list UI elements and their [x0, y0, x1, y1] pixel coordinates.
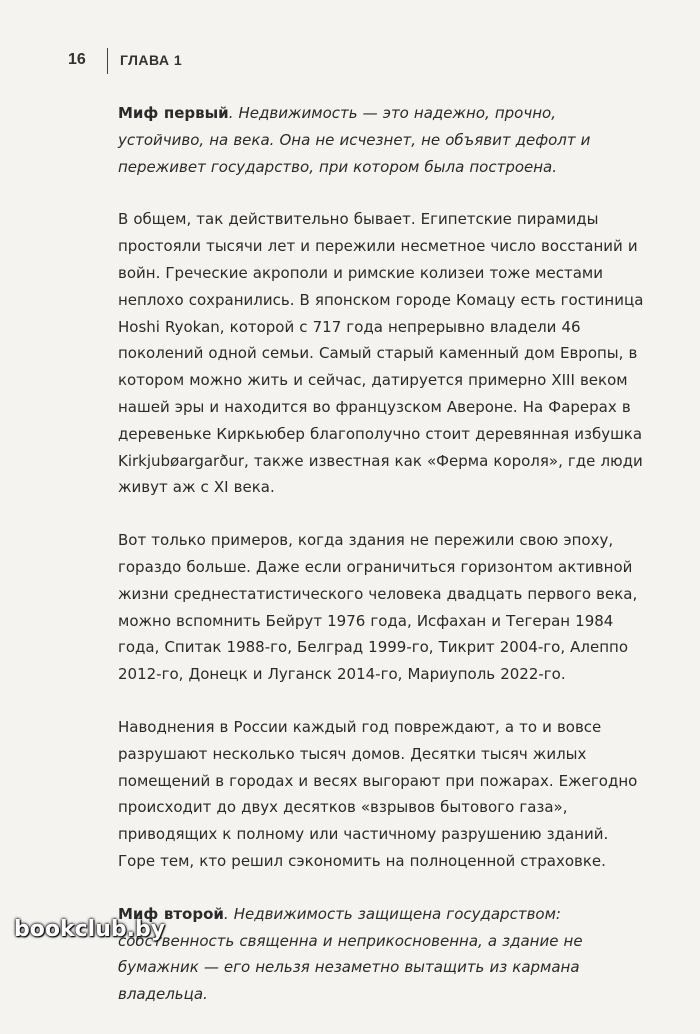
myth-two-paragraph [118, 901, 646, 1008]
running-head [0, 48, 700, 74]
paragraph-examples-destroyed: Вот только примеров, когда здания не пережили свою эпоху, гораздо больше. Даже если ограничиться горизонтом активной жизни среднестатистического человека двадцать первого века, можно вспомнить Бейрут 1976 года, Исфахан и Тегеран 1984 года, Спитак 1988-го, Белград 1999-го, Тикрит 2004-го, Алеппо 2012-го, Донецк и Луганск 2014-го, Мариуполь 2022-го. [118, 531, 638, 684]
page-body [118, 100, 646, 1034]
paragraph-disasters: Наводнения в России каждый год повреждают, а то и вовсе разрушают несколько тысяч домов. Десятки тысяч жилых помещений в городах и весях выгорают при пожарах. Ежегодно происходит до двух десятков «взрывов бытового газа», приводящих к полному или частичному разрушению зданий. Горе тем, кто решил сэкономить на полноценной страховке. [118, 717, 638, 870]
site-watermark: bookclub.by [14, 917, 166, 942]
chapter-label: ГЛАВА 1 [120, 52, 183, 68]
paragraph-examples-survived: В общем, так действительно бывает. Египетские пирамиды простояли тысячи лет и пережили несметное число восстаний и войн. Греческие акрополи и римские колизеи тоже местами неплохо сохранились. В японском городе Комацу есть гостиница Hoshi Ryokan, которой с 717 года непрерывно владели 46 поколений одной семьи. Самый старый каменный дом Европы, в котором можно жить и сейчас, датируется примерно XIII веком нашей эры и находится во французском Авероне. На Фарерах в деревеньке Киркьюбер благополучно стоит деревянная избушка Kirkjubøargarður, также известная как «Ферма короля», где люди живут аж с XI века. [118, 210, 644, 497]
myth-one-lead: Миф первый [118, 104, 229, 122]
myth-two-lead: Миф второй [118, 904, 224, 923]
header-divider [107, 48, 108, 74]
myth-two-statement: . Недвижимость защищена государством: собственность священна и неприкосновенна, а здание не бумажник — его нельзя незаметно вытащить из кармана владельца. [118, 904, 583, 1004]
page-number: 16 [68, 51, 86, 68]
myth-one-statement: . Недвижимость — это надежно, прочно, устойчиво, на века. Она не исчезнет, не объявит дефолт и переживет государство, при котором была построена. [118, 104, 591, 176]
myth-one-paragraph [118, 100, 646, 180]
